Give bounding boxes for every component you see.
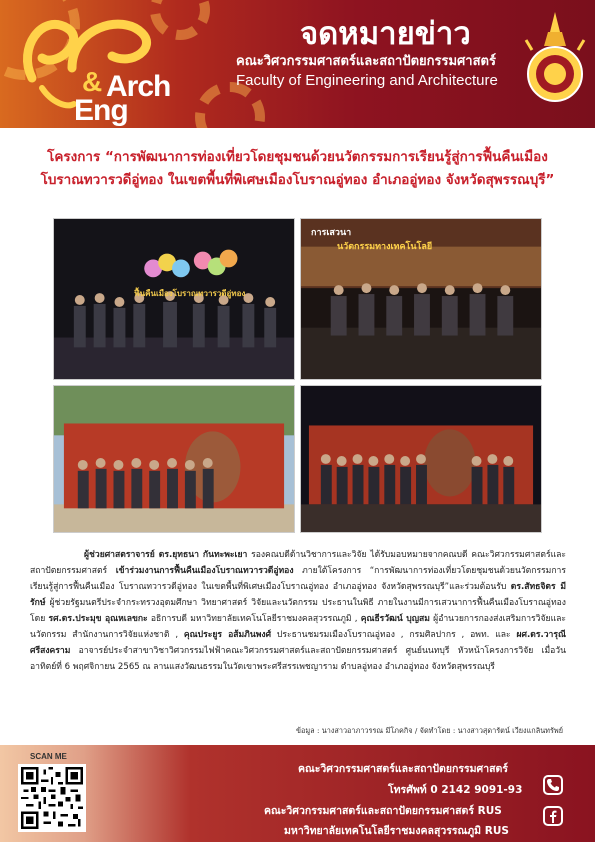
photo-opening-ceremony: [53, 218, 295, 380]
faculty-name-english: Faculty of Engineering and Architecture: [236, 72, 498, 89]
qr-code-icon[interactable]: [18, 764, 86, 832]
photo-group-daytime: [53, 385, 295, 533]
university-seal-icon: [524, 10, 586, 110]
article-body: ผู้ช่วยศาสตราจารย์ ดร.ยุทธนา กันทะพะเยา รองคณบดีด้านวิชาการและวิจัย ได้รับมอบหมายจากคณบดี คณะวิศวกรรมศาสตร์และสถาปัตยกรรมศาสตร์ เข้าร่วมงานการฟื้นคืนเมืองโบราณทวารวดีอู่ทอง ภายใต้โครงการ “การพัฒนาการท่องเที่ยวโดยชุมชนด้วยนวัตกรรมการเรียนรู้สู่การฟื้นคืนเมือง โบราณทวารวดีอู่ทอง ในเขตพื้นที่พิเศษเมืองโบราณอู่ทอง อำเภออู่ทอง จังหวัดสุพรรณบุรี”และร่วมต้อนรับ ดร.สัทธจิตร มีรักษ์ ผู้ช่วยรัฐมนตรีประจำกระทรวงอุดมศึกษา วิทยาศาสตร์ วิจัยและนวัตกรรม ประธานในพิธี ภายในงานมีการเสวนาการฟื้นคืนเมืองโบราณอู่ทอง โดย รศ.ดร.ประมุข อุณหเลขกะ อธิการบดี มหาวิทยาลัยเทคโนโลยีราชมงคลสุวรรณภูมิ , คุณธีรวัฒน์ บุญสม ผู้อำนวยการกองส่งเสริมการวิจัยและนวัตกรรม สำนักงานการวิจัยแห่งชาติ , คุณประยูร อส้มภินพงศ์ ประธานชมรมเมืองโบราณอู่ทอง , กรมศิลปากร , อพท. และ ผศ.ดร.วารุณี ศรีสงคราม อาจารย์ประจำสาขาวิชาวิศวกรรมไฟฟ้าคณะวิศวกรรมศาสตร์และสถาปัตยกรรมศาสตร์ ศูนย์นนทบุรี หัวหน้าโครงการวิจัย เมื่อวันอาทิตย์ที่ 6 พฤศจิกายน 2565 ณ ลานแสงวัฒนธรรมในวัดเขาพระศรีสรรเพชญาราม ตำบลอู่ทอง อำเภออู่ทอง จังหวัดสุพรรณบุรี: [30, 550, 566, 672]
article-credit: ข้อมูล : นางสาวอาภาวรรณ มีโภคกิจ / จัดทำโดย : นางสาวสุดารัตน์ เวียงแกลินทรัพย์: [296, 726, 563, 735]
header-banner: [0, 0, 595, 128]
photo-group-night: [300, 385, 542, 533]
logo-ampersand: &: [82, 66, 103, 97]
person-name: รศ.ดร.ประมุข อุณหเลขกะ: [48, 614, 148, 624]
headline-line-1: โครงการ “การพัฒนาการท่องเที่ยวโดยชุมชนด้วยนวัตกรรมการเรียนรู้สู่การฟื้นคืนเมือง: [47, 149, 548, 165]
faculty-name-thai: คณะวิศวกรรมศาสตร์และสถาปัตยกรรมศาสตร์: [236, 54, 496, 69]
person-name: ดร.สัทธจิตร มีรักษ์: [30, 582, 566, 608]
logo-eng-text: Eng: [74, 94, 128, 127]
person-name: ผศ.ดร.วารุณี ศรีสงคราม: [30, 630, 566, 656]
event-name: เข้าร่วมงานการฟื้นคืนเมืองโบราณทวารวดีอู่ทอง: [115, 566, 294, 576]
scan-me-label: SCAN ME: [30, 752, 67, 761]
faculty-logo: [12, 8, 182, 127]
facebook-icon[interactable]: [543, 806, 563, 826]
article-headline: [20, 146, 575, 192]
person-name: คุณประยูร อส้มภินพงศ์: [183, 630, 272, 640]
banner-text-1: การเสวนา: [311, 228, 352, 238]
banner-text-2: นวัตกรรมทางเทคโนโลยี: [337, 242, 433, 252]
footer-faculty-name: คณะวิศวกรรมศาสตร์และสถาปัตยกรรมศาสตร์: [298, 763, 508, 775]
stage-banner-text: ฟื้นคืนเมืองโบราณทวารวดีอู่ทอง: [134, 289, 246, 298]
person-name: ผู้ช่วยศาสตราจารย์ ดร.ยุทธนา กันทะพะเยา: [84, 550, 248, 560]
person-name: คุณธีรวัฒน์ บุญสม: [360, 614, 430, 624]
newsletter-title: จดหมายข่าว: [300, 16, 471, 52]
footer-facebook-university[interactable]: มหาวิทยาลัยเทคโนโลยีราชมงคลสุวรรณภูมิ RUS: [284, 825, 509, 837]
footer-facebook-faculty[interactable]: คณะวิศวกรรมศาสตร์และสถาปัตยกรรมศาสตร์ RUS: [264, 805, 502, 817]
headline-line-2: โบราณทวารวดีอู่ทอง ในเขตพื้นที่พิเศษเมืองโบราณอู่ทอง อำเภออู่ทอง จังหวัดสุพรรณบุรี”: [40, 172, 555, 188]
phone-icon[interactable]: [543, 775, 563, 795]
logo-arch-text: Arch: [106, 70, 171, 103]
footer-phone[interactable]: โทรศัพท์ 0 2142 9091-93: [388, 784, 523, 796]
photo-panel-discussion: [300, 218, 542, 380]
